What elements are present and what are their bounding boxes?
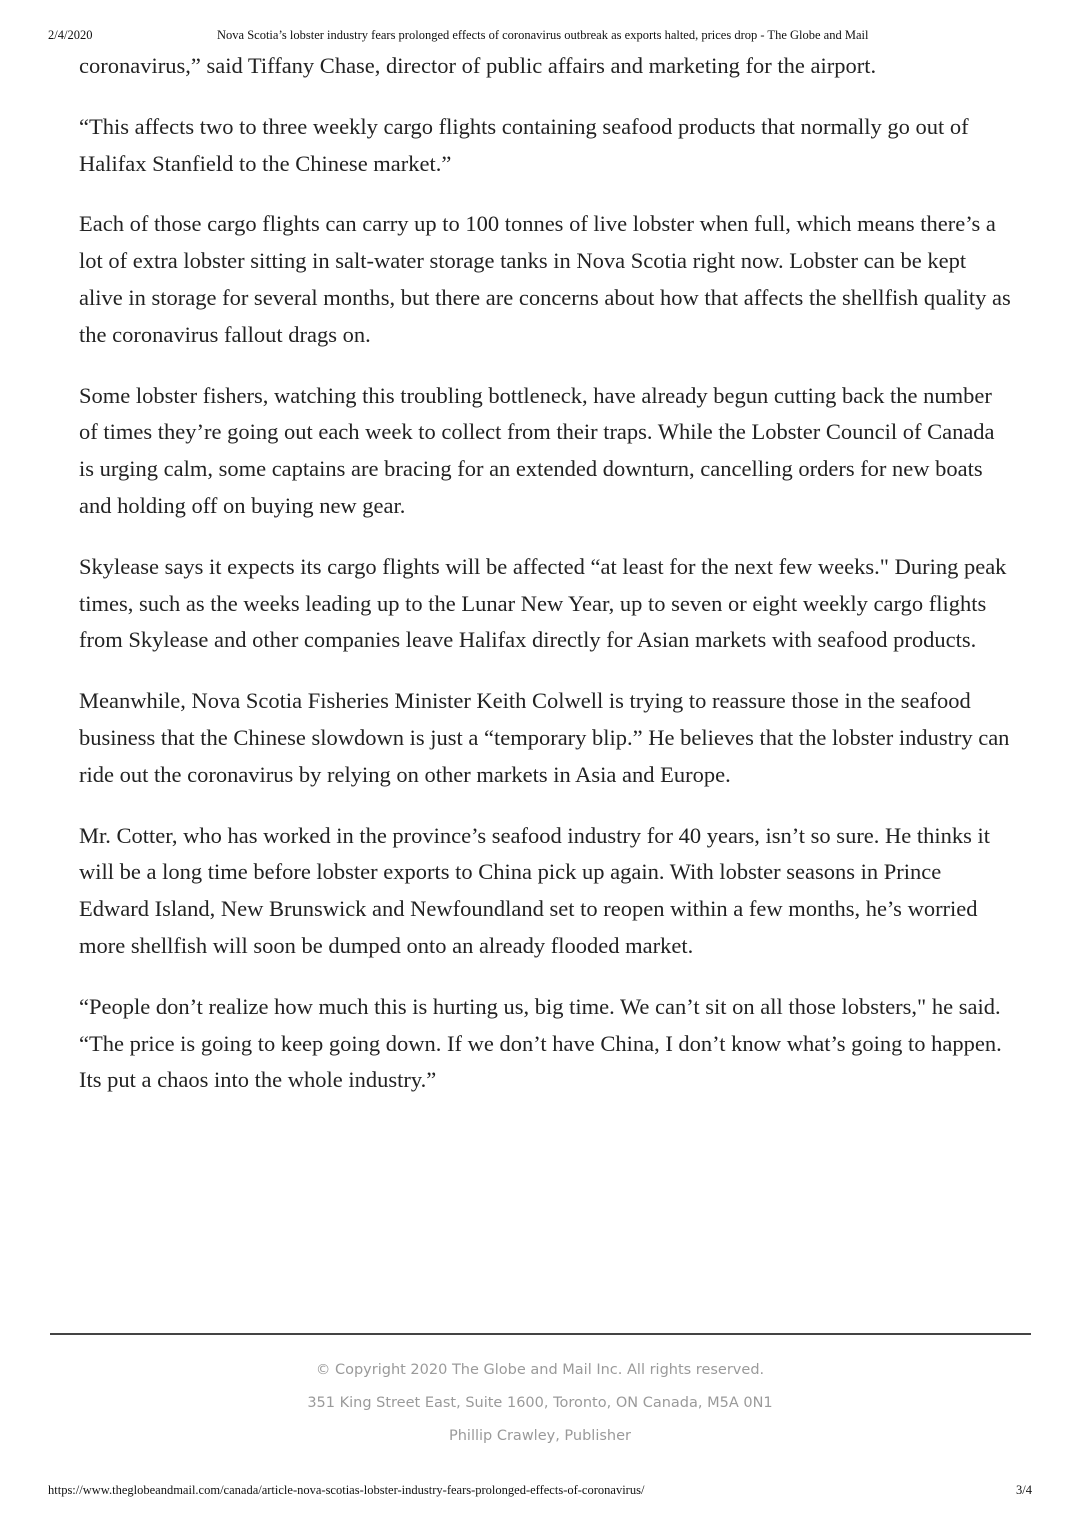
print-header bbox=[0, 28, 1080, 44]
article-paragraph: coronavirus,” said Tiffany Chase, director of public affairs and marketing for the airport. bbox=[79, 53, 877, 78]
article-paragraph: Mr. Cotter, who has worked in the province’s seafood industry for 40 years, isn’t so sure. He thinks it will be a long time before lobster exports to China pick up again. With lobster seasons in Prince Edward Island, New Brunswick and Newfoundland set to reopen within a few months, he’s worried more shellfish will soon be dumped onto an already flooded market. bbox=[79, 822, 991, 958]
article-paragraph: Some lobster fishers, watching this troubling bottleneck, have already begun cutting back the number of times they’re going out each week to collect from their traps. While the Lobster Council of Canada is urging calm, some captains are bracing for an extended downturn, cancelling orders for new boats and holding off on buying new gear. bbox=[79, 382, 995, 518]
page-number: 3/4 bbox=[1016, 1483, 1032, 1497]
article-paragraph: “This affects two to three weekly cargo flights containing seafood products that normally go out of Halifax Stanfield to the Chinese market.” bbox=[79, 113, 969, 176]
footer-divider bbox=[50, 1333, 1031, 1335]
print-url[interactable]: https://www.theglobeandmail.com/canada/article-nova-scotias-lobster-industry-fears-prolonged-effects-of-coronavirus/ bbox=[48, 1483, 645, 1497]
print-page-title: Nova Scotia’s lobster industry fears prolonged effects of coronavirus outbreak as exports halted, prices drop - The Globe and Mail bbox=[217, 28, 869, 42]
article-body bbox=[79, 48, 1014, 1123]
print-footer bbox=[0, 1483, 1080, 1499]
print-date: 2/4/2020 bbox=[48, 28, 93, 42]
site-footer bbox=[0, 1358, 1080, 1457]
article-paragraph: Each of those cargo flights can carry up to 100 tonnes of live lobster when full, which means there’s a lot of extra lobster sitting in salt-water storage tanks in Nova Scotia right now. Lobster can be kept alive in storage for several months, but there are concerns about how that affects the shellfish quality as the coronavirus fallout drags on. bbox=[79, 211, 1011, 347]
publisher-address: 351 King Street East, Suite 1600, Toronto, ON Canada, M5A 0N1 bbox=[307, 1395, 773, 1411]
copyright-notice: © Copyright 2020 The Globe and Mail Inc. All rights reserved. bbox=[315, 1362, 765, 1378]
article-paragraph: Meanwhile, Nova Scotia Fisheries Minister Keith Colwell is trying to reassure those in the seafood business that the Chinese slowdown is just a “temporary blip.” He believes that the lobster industry can ride out the coronavirus by relying on other markets in Asia and Europe. bbox=[79, 688, 1010, 787]
article-paragraph: “People don’t realize how much this is hurting us, big time. We can’t sit on all those lobsters," he said. “The price is going to keep going down. If we don’t have China, I don’t know what’s going to happen. Its put a chaos into the whole industry.” bbox=[79, 993, 1002, 1093]
article-paragraph: Skylease says it expects its cargo flights will be affected “at least for the next few weeks." During peak times, such as the weeks leading up to the Lunar New Year, up to seven or eight weekly cargo flights from Skylease and other companies leave Halifax directly for Asian markets with seafood products. bbox=[79, 553, 1007, 653]
publisher-name: Phillip Crawley, Publisher bbox=[448, 1428, 631, 1444]
